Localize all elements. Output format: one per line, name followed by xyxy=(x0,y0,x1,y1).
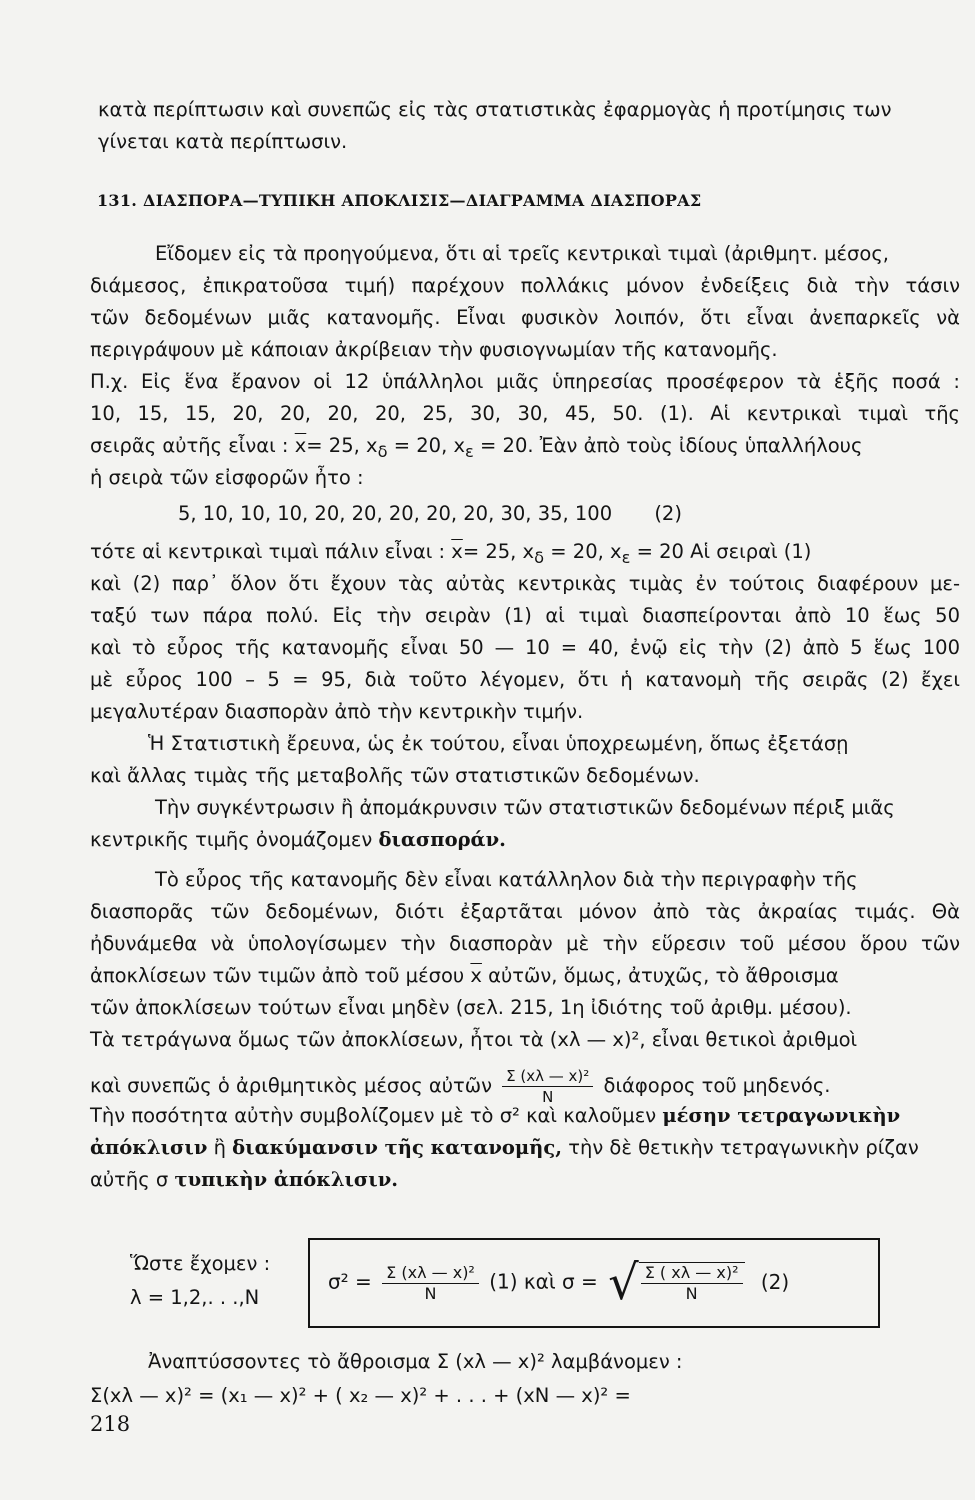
bold-term: διασποράν. xyxy=(378,828,506,851)
text-line: Τὸ εὖρος τῆς κατανομῆς δὲν εἶναι κατάλληλον διὰ τὴν περιγραφὴν τῆς xyxy=(155,868,858,891)
text-line: ἡ σειρὰ τῶν εἰσφορῶν ἦτο : xyxy=(90,466,364,489)
expansion-line: Σ(xλ — x)² = (x₁ — x)² + ( x₂ — x)² + . . . + (xN — x)² = xyxy=(90,1384,631,1407)
text-line: καὶ (2) παρ᾽ ὅλον ὅτι ἔχουν τὰς αὐτὰς κεντρικὰς τιμὰς ἐν τούτοις διαφέρουν με- xyxy=(90,572,960,595)
text-line: τότε αἱ κεντρικαὶ τιμαὶ πάλιν εἶναι : $\overline{x}= 25$, $x_\delta = 20$, $x_\varepsilon = 20$ Αἱ σειραὶ (1) xyxy=(90,540,812,567)
mean-symbol: $\overline{x}$ xyxy=(451,540,463,563)
mean-symbol: $\overline{x}$ xyxy=(470,964,482,987)
page-number: 218 xyxy=(90,1412,131,1436)
text-line: ἀπόκλισιν ἢ διακύμανσιν τῆς κατανομῆς, τὴν δὲ θετικὴν τετραγωνικὴν ρίζαν xyxy=(90,1136,919,1159)
bold-term: τυπικὴν ἀπόκλισιν. xyxy=(174,1168,399,1191)
section-number: 131. xyxy=(97,191,138,210)
square-root xyxy=(608,1255,744,1311)
text-line: σειρᾶς αὐτῆς εἶναι : $\overline{x}= 25$, $x_\delta = 20$, $x_\varepsilon = 20$. Ἐὰν ἀπὸ τοὺς ἰδίους ὑπαλλήλους xyxy=(90,434,863,461)
formula-content: σ² = $\frac{\text{Σ (xλ — x)²}}{N}$ (1) καὶ σ = √ $\frac{\text{Σ ( xλ — x)²}}{N}$ (2) xyxy=(328,1255,790,1311)
mean-symbol: $\overline{x}$ xyxy=(294,434,307,457)
text-line: Ἀναπτύσσοντες τὸ ἄθροισμα Σ (xλ — x)² λαμβάνομεν : xyxy=(148,1350,683,1373)
section-heading xyxy=(97,191,857,210)
text-line: Εἴδομεν εἰς τὰ προηγούμενα, ὅτι αἱ τρεῖς κεντρικαὶ τιμαὶ (ἀριθμητ. μέσος, xyxy=(155,242,889,265)
text-line: Π.χ. Εἰς ἕνα ἔρανον οἱ 12 ὑπάλληλοι μιᾶς ὑπηρεσίας προσέφερον τὰ ἑξῆς ποσά : xyxy=(90,370,960,393)
text-line: Ἡ Στατιστικὴ ἔρευνα, ὡς ἐκ τούτου, εἶναι ὑποχρεωμένη, ὅπως ἐξετάσῃ xyxy=(148,732,849,755)
formula-note: Ὥστε ἔχομεν : xyxy=(130,1252,271,1275)
text-line: ἠδυνάμεθα νὰ ὑπολογίσωμεν τὴν διασπορὰν μὲ τὴν εὕρεσιν τοῦ μέσου ὅρου τῶν xyxy=(90,932,960,955)
text-line: 10, 15, 15, 20, 20, 20, 20, 25, 30, 30, 45, 50. (1). Αἱ κεντρικαὶ τιμαὶ τῆς xyxy=(90,402,960,425)
text-line: Τὴν συγκέντρωσιν ἢ ἀπομάκρυνσιν τῶν στατιστικῶν δεδομένων πέριξ μιᾶς xyxy=(155,796,895,819)
text-line: μεγαλυτέραν διασπορὰν ἀπὸ τὴν κεντρικὴν τιμήν. xyxy=(90,700,584,723)
text-line: καὶ ἄλλας τιμὰς τῆς μεταβολῆς τῶν στατιστικῶν δεδομένων. xyxy=(90,764,700,787)
bold-term: μέσην τετραγωνικὴν xyxy=(662,1104,901,1127)
text-line: καὶ τὸ εὖρος τῆς κατανομῆς εἶναι 50 — 10 = 40, ἐνῷ εἰς τὴν (2) ἀπὸ 5 ἕως 100 xyxy=(90,636,960,659)
formula-range: λ = 1,2,. . .,N xyxy=(130,1286,260,1309)
data-series-2: 5, 10, 10, 10, 20, 20, 20, 20, 20, 30, 35, 100 (2) xyxy=(178,502,682,525)
variance-fraction: $\frac{\text{Σ (xλ — x)²}}{N}$ xyxy=(382,1263,479,1304)
text-line: περιγράψουν μὲ κάποιαν ἀκρίβειαν τὴν φυσιογνωμίαν τῆς κατανομῆς. xyxy=(90,338,778,361)
bold-term: ἀπόκλισιν xyxy=(90,1136,208,1159)
text-line: Τὴν ποσότητα αὐτὴν συμβολίζομεν μὲ τὸ σ² καὶ καλοῦμεν μέσην τετραγωνικὴν xyxy=(90,1104,901,1127)
text-line: διάμεσος, ἐπικρατοῦσα τιμή) παρέχουν πολλάκις μόνον ἐνδείξεις διὰ τὴν τάσιν xyxy=(90,274,960,297)
text-line: κεντρικῆς τιμῆς ὀνομάζομεν διασποράν. xyxy=(90,828,506,851)
bold-term: διακύμανσιν τῆς κατανομῆς, xyxy=(232,1136,563,1159)
text-line: τῶν δεδομένων μιᾶς κατανομῆς. Εἶναι φυσικὸν λοιπόν, ὅτι εἶναι ἀνεπαρκεῖς νὰ xyxy=(90,306,960,329)
radical-sign: √ xyxy=(608,1255,639,1311)
text-line: αὐτῆς σ τυπικὴν ἀπόκλισιν. xyxy=(90,1168,399,1191)
text-line: κατὰ περίπτωσιν καὶ συνεπῶς εἰς τὰς στατιστικὰς ἐφαρμογὰς ἡ προτίμησις των xyxy=(98,98,892,121)
text-line: γίνεται κατὰ περίπτωσιν. xyxy=(98,130,348,153)
text-line: διασπορᾶς τῶν δεδομένων, διότι ἐξαρτᾶται μόνον ἀπὸ τὰς ἀκραίας τιμάς. Θὰ xyxy=(90,900,960,923)
mean-square-fraction: $\frac{\text{Σ (xλ — x)²}}{N}$ xyxy=(502,1066,593,1107)
text-line: Τὰ τετράγωνα ὅμως τῶν ἀποκλίσεων, ἦτοι τὰ (xλ — x)², εἶναι θετικοὶ ἀριθμοὶ xyxy=(90,1028,858,1051)
formula-box xyxy=(308,1238,880,1328)
section-title: ΔΙΑΣΠΟΡΑ—ΤΥΠΙΚΗ ΑΠΟΚΛΙΣΙΣ—ΔΙΑΓΡΑΜΜΑ ΔΙΑΣΠΟΡΑΣ xyxy=(143,191,702,210)
text-line: μὲ εὖρος 100 – 5 = 95, διὰ τοῦτο λέγομεν, ὅτι ἡ κατανομὴ τῆς σειρᾶς (2) ἔχει xyxy=(90,668,960,691)
text-line: τῶν ἀποκλίσεων τούτων εἶναι μηδὲν (σελ. 215, 1η ἰδιότης τοῦ ἀριθμ. μέσου). xyxy=(90,996,852,1019)
text-line: ταξύ των πάρα πολύ. Εἰς τὴν σειρὰν (1) αἱ τιμαὶ διασπείρονται ἀπὸ 10 ἕως 50 xyxy=(90,604,960,627)
text-line-with-fraction: καὶ συνεπῶς ὁ ἀριθμητικὸς μέσος αὐτῶν $\frac{\text{Σ (xλ — x)²}}{N}$ διάφορος τοῦ μηδενός. xyxy=(90,1067,831,1106)
std-fraction: $\frac{\text{Σ ( xλ — x)²}}{N}$ xyxy=(641,1263,743,1304)
text-line: ἀποκλίσεων τῶν τιμῶν ἀπὸ τοῦ μέσου $\overline{x}$ αὐτῶν, ὅμως, ἀτυχῶς, τὸ ἄθροισμα xyxy=(90,964,839,987)
